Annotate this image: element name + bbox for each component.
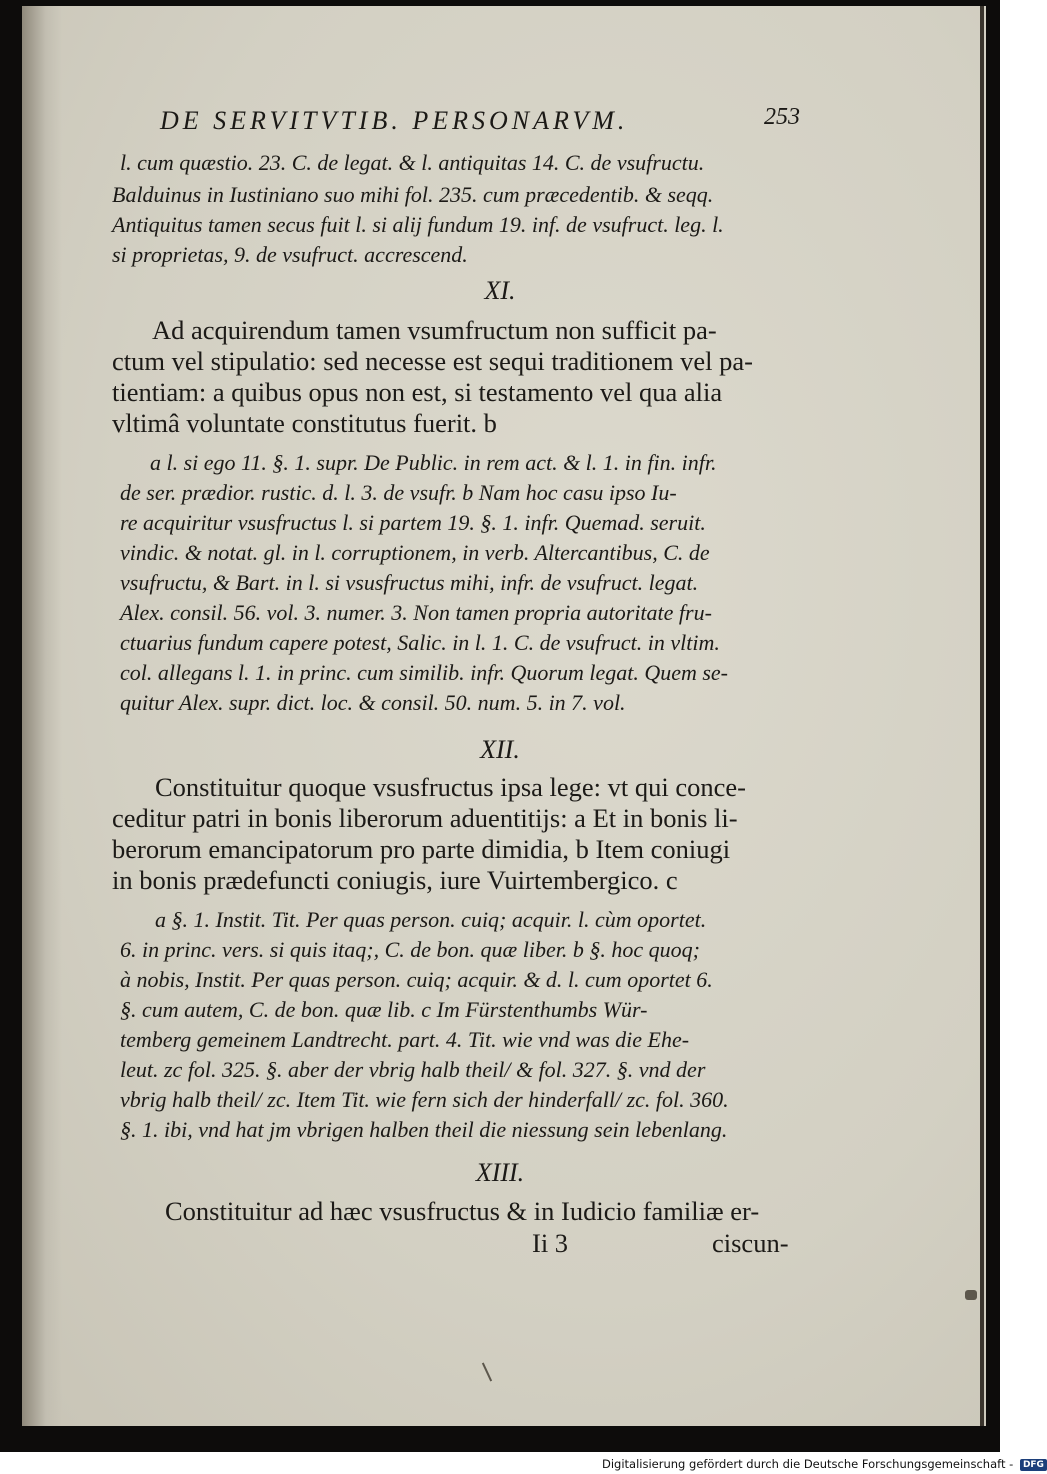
note-line: si proprietas, 9. de vsufruct. accrescend. xyxy=(112,242,468,267)
body-line: ceditur patri in bonis liberorum aduentitijs: a Et in bonis li- xyxy=(112,803,738,833)
note-line: a l. si ego 11. §. 1. supr. De Public. in rem act. & l. 1. in fin. infr. xyxy=(150,450,717,475)
note-line: a §. 1. Instit. Tit. Per quas person. cuiq; acquir. l. cùm oportet. xyxy=(155,907,707,932)
page-number: 253 xyxy=(764,104,800,130)
note-line: §. 1. ibi, vnd hat jm vbrigen halben theil die niessung sein lebenlang. xyxy=(120,1117,728,1142)
note-line: de ser. prædior. rustic. d. l. 3. de vsufr. b Nam hoc casu ipso Iu- xyxy=(120,480,677,505)
note-line: temberg gemeinem Landtrecht. part. 4. Tit. wie vnd was die Ehe- xyxy=(120,1027,690,1052)
note-line: ctuarius fundum capere potest, Salic. in l. 1. C. de vsufruct. in vltim. xyxy=(120,630,720,655)
body-line: Ad acquirendum tamen vsumfructum non sufficit pa- xyxy=(152,315,717,345)
digitization-credit xyxy=(602,1457,1047,1471)
note-line: re acquiritur vsusfructus l. si partem 19. §. 1. infr. Quemad. seruit. xyxy=(120,510,706,535)
section-heading-xi: XI. xyxy=(484,276,516,305)
dfg-logo-icon: DFG xyxy=(1020,1459,1047,1471)
credit-text: Digitalisierung gefördert durch die Deutsche Forschungsgemeinschaft - xyxy=(602,1457,1014,1471)
body-line: ctum vel stipulatio: sed necesse est sequi traditionem vel pa- xyxy=(112,346,753,376)
page-edge xyxy=(980,6,984,1426)
body-line: Constituitur ad hæc vsusfructus & in Iudicio familiæ er- xyxy=(165,1196,760,1226)
running-head: DE SERVITVTIB. PERSONARVM. xyxy=(160,106,629,135)
note-line: 6. in princ. vers. si quis itaq;, C. de bon. quæ liber. b §. hoc quoq; xyxy=(120,937,700,962)
body-line: tientiam: a quibus opus non est, si testamento vel qua alia xyxy=(112,377,723,407)
note-line: vsufructu, & Bart. in l. si vsusfructus mihi, infr. de vsufruct. legat. xyxy=(120,570,699,595)
section-heading-xii: XII. xyxy=(480,735,520,764)
note-line: quitur Alex. supr. dict. loc. & consil. 50. num. 5. in 7. vol. xyxy=(120,690,626,715)
note-line: col. allegans l. 1. in princ. cum similib. infr. Quorum legat. Quem se- xyxy=(120,660,729,685)
page-gutter-shadow xyxy=(22,6,62,1426)
body-line: in bonis prædefuncti coniugis, iure Vuirtembergico. c xyxy=(112,865,678,895)
note-line: Alex. consil. 56. vol. 3. numer. 3. Non tamen propria autoritate fru- xyxy=(120,600,712,625)
note-line: leut. zc fol. 325. §. aber der vbrig halb theil/ & fol. 327. §. vnd der xyxy=(120,1057,706,1082)
note-line: l. cum quæstio. 23. C. de legat. & l. antiquitas 14. C. de vsufructu. xyxy=(120,150,705,175)
signature-mark: Ii 3 xyxy=(532,1228,569,1258)
body-line: vltimâ voluntate constitutus fuerit. b xyxy=(112,408,497,438)
note-line: Antiquitus tamen secus fuit l. si alij fundum 19. inf. de vsufruct. leg. l. xyxy=(112,212,724,237)
note-line: §. cum autem, C. de bon. quæ lib. c Im Fürstenthumbs Wür- xyxy=(120,997,648,1022)
body-line: berorum emancipatorum pro parte dimidia, b Item coniugi xyxy=(112,834,731,864)
paper-speck xyxy=(965,1290,977,1300)
note-line: vindic. & notat. gl. in l. corruptionem, in verb. Altercantibus, C. de xyxy=(120,540,710,565)
note-line: vbrig halb theil/ zc. Item Tit. wie fern sich der hinderfall/ zc. fol. 360. xyxy=(120,1087,729,1112)
body-line: Constituitur quoque vsusfructus ipsa lege: vt qui conce- xyxy=(155,772,746,802)
note-line: à nobis, Instit. Per quas person. cuiq; acquir. & d. l. cum oportet 6. xyxy=(120,967,713,992)
catchword: ciscun- xyxy=(712,1228,789,1258)
page-header xyxy=(160,104,800,144)
note-line: Balduinus in Iustiniano suo mihi fol. 235. cum præcedentib. & seqq. xyxy=(112,182,714,207)
section-heading-xiii: XIII. xyxy=(475,1158,525,1187)
